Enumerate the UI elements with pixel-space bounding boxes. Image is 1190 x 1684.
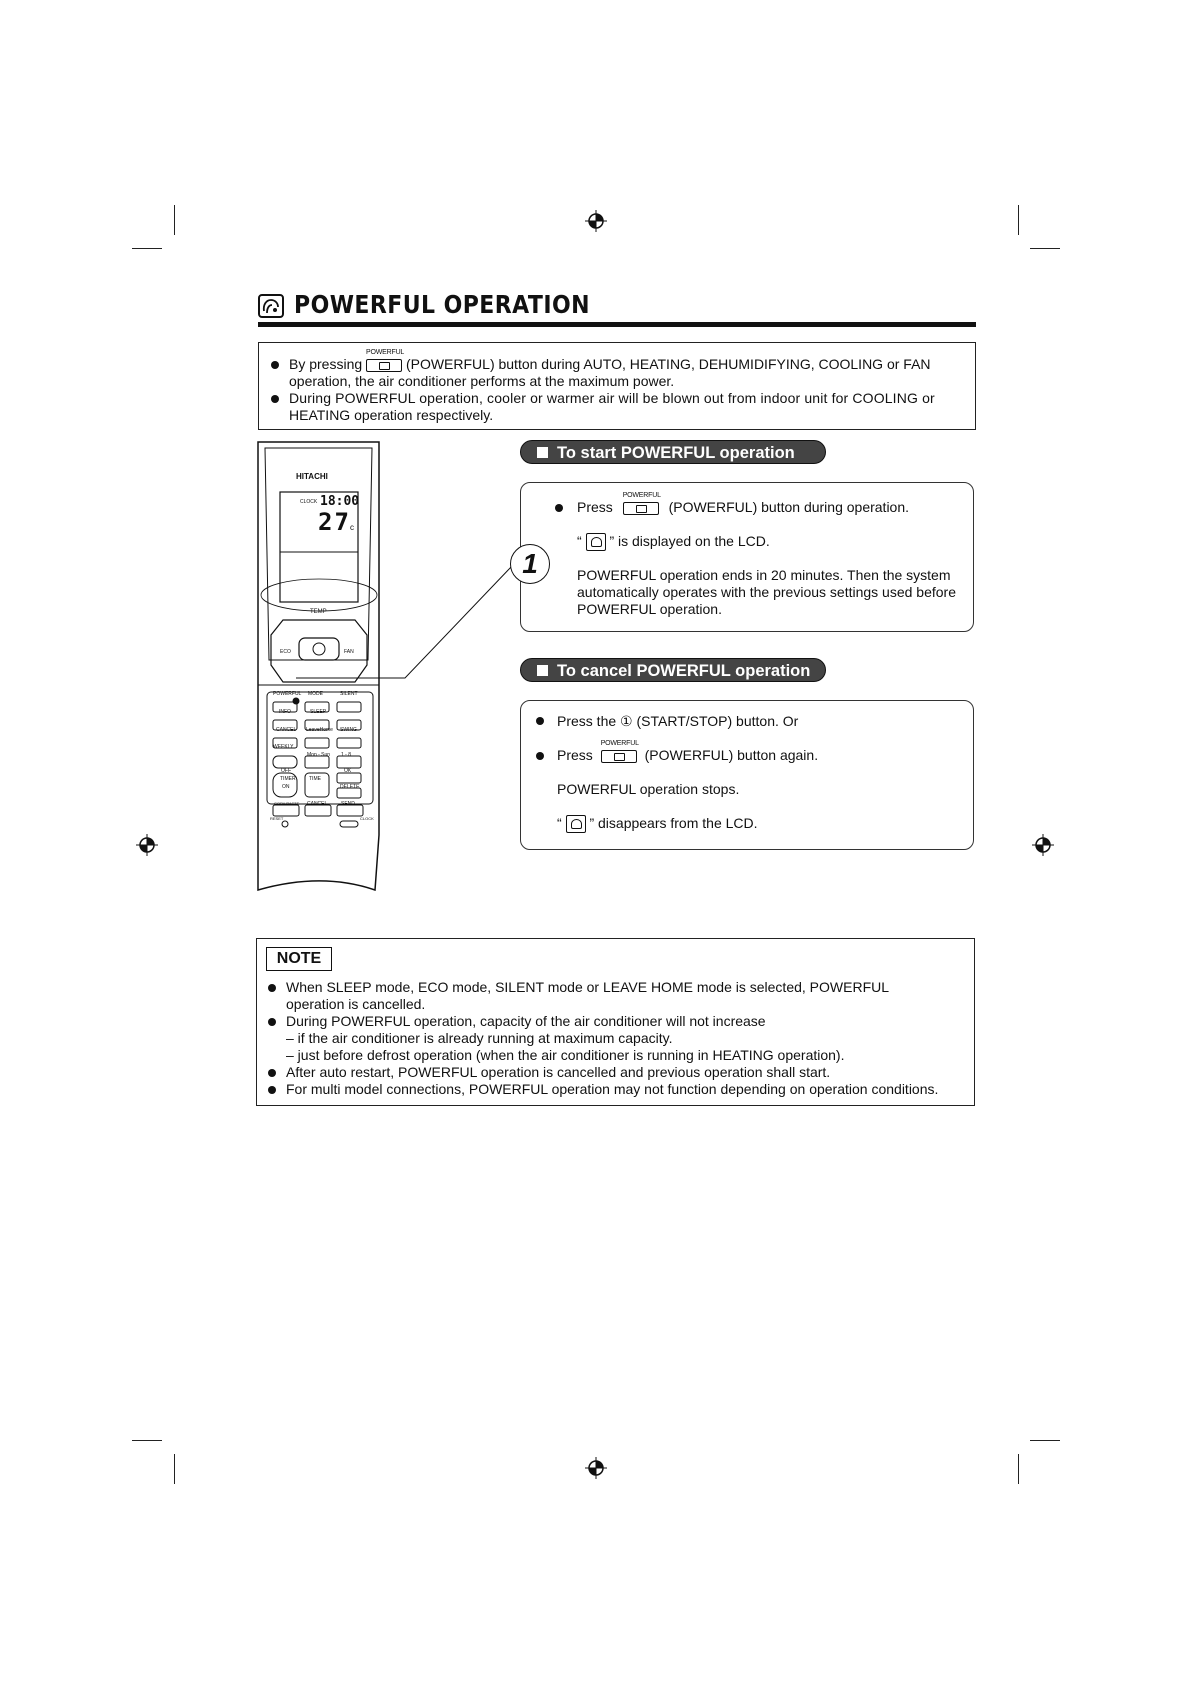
start-ends-line-1: POWERFUL operation ends in 20 minutes. Then the system [577,567,951,583]
remote-row6-on: ON [282,784,290,790]
crop-mark-bl-v [174,1454,175,1484]
remote-row3-swing: SWING [340,727,357,733]
remote-row5-off: OFF [281,768,291,774]
remote-temperature: 27 [318,508,351,536]
crop-mark-tr-h [1030,248,1060,249]
remote-clock-label: CLOCK [300,499,318,505]
powerful-mode-icon [258,294,284,318]
remote-row7-cancel: CANCEL [307,801,328,807]
start-section-heading: To start POWERFUL operation [520,440,826,464]
lcd-powerful-symbol-icon [586,533,606,551]
remote-fan-label: FAN [344,649,354,655]
remote-row5-timer: TIMER [280,776,296,782]
crop-mark-br-v [1018,1454,1019,1484]
intro-line-2: operation, the air conditioner performs at the maximum power. [289,373,675,389]
crop-mark-br-h [1030,1440,1060,1441]
crop-mark-tl-v [174,205,175,235]
registration-mark-top-icon [585,210,607,232]
note-line-6: After auto restart, POWERFUL operation is cancelled and previous operation shall start. [286,1064,831,1080]
bullet [268,984,276,992]
remote-brand: HITACHI [296,472,328,481]
remote-row2-info: INFO [279,709,291,715]
square-bullet-icon [537,665,548,676]
start-ends-line-2: automatically operates with the previous settings used before [577,584,956,600]
note-line-5: – just before defrost operation (when the air conditioner is running in HEATING operation). [286,1047,845,1063]
remote-temp-unit: c [350,523,354,532]
remote-row2-sleep: SLEEP [310,709,327,715]
remote-row1-mode: MODE [308,691,323,697]
cancel-lcd-line: “ ” disappears from the LCD. [557,815,758,833]
remote-row5-ok: OK [344,768,352,774]
remote-row1-silent: SILENT [340,691,358,697]
lcd-powerful-symbol-icon [566,815,586,833]
remote-row4-range: 1 - 8 [341,752,352,758]
remote-row1-powerful: POWERFUL [273,691,302,697]
bullet [268,1018,276,1026]
registration-mark-bottom-icon [585,1457,607,1479]
bullet [268,1069,276,1077]
cancel-line-1: Press the ① (START/STOP) button. Or [557,713,799,729]
note-label: NOTE [266,947,332,971]
remote-temp-label: TEMP [310,609,327,615]
remote-row4-monsun: Mon - Sun [307,752,331,758]
registration-mark-right-icon [1032,834,1054,856]
start-lcd-line: “ ” is displayed on the LCD. [577,533,770,551]
crop-mark-bl-h [132,1440,162,1441]
powerful-button-icon: POWERFUL [623,501,659,515]
cancel-section-heading: To cancel POWERFUL operation [520,658,826,682]
remote-reset-label: RESET [270,816,284,821]
bullet [268,1086,276,1094]
cancel-press-line: Press POWERFUL (POWERFUL) button again. [557,740,819,763]
start-ends-line-3: POWERFUL operation. [577,601,722,617]
note-line-2: operation is cancelled. [286,996,426,1012]
remote-row7-copypaste: COPY/PASTE [274,801,300,806]
powerful-button-icon: POWERFUL [601,749,637,763]
intro-line-3: During POWERFUL operation, cooler or warmer air will be blown out from indoor unit for COOLING or [289,390,935,406]
bullet [536,717,544,725]
remote-clock-value: 18:00 [320,494,360,509]
remote-eco-label: ECO [280,649,291,655]
registration-mark-left-icon [136,834,158,856]
title-underline [258,322,976,327]
remote-row7-send: SEND [341,801,355,807]
note-line-4: – if the air conditioner is already running at maximum capacity. [286,1030,673,1046]
bullet [271,361,279,369]
crop-mark-tr-v [1018,205,1019,235]
note-line-7: For multi model connections, POWERFUL operation may not function depending on operation conditions. [286,1081,939,1097]
intro-line-1: By pressing POWERFUL (POWERFUL) button during AUTO, HEATING, DEHUMIDIFYING, COOLING or FAN [289,349,931,372]
step-number: 1 [510,544,550,584]
cancel-stops-line: POWERFUL operation stops. [557,781,740,797]
crop-mark-tl-h [132,248,162,249]
intro-line-4: HEATING operation respectively. [289,407,494,423]
remote-row4-weekly: WEEKLY [273,744,294,750]
page-title: POWERFUL OPERATION [294,290,590,319]
square-bullet-icon [537,447,548,458]
remote-row6-delete: DELETE [340,784,360,790]
remote-clock-bottom-label: CLOCK [360,816,374,821]
bullet [271,395,279,403]
remote-row3-cancel: CANCEL [276,727,297,733]
power-button-icon: ① [620,713,633,729]
callout-leader-line [290,560,520,680]
remote-row5-time: TIME [309,776,321,782]
start-press-line: Press POWERFUL (POWERFUL) button during operation. [577,492,910,515]
note-line-1: When SLEEP mode, ECO mode, SILENT mode or LEAVE HOME mode is selected, POWERFUL [286,979,890,995]
bullet [555,504,563,512]
note-line-3: During POWERFUL operation, capacity of the air conditioner will not increase [286,1013,766,1029]
remote-row3-leavehome: LeaveHome [306,727,333,733]
bullet [536,752,544,760]
powerful-button-icon: POWERFUL [366,358,402,372]
